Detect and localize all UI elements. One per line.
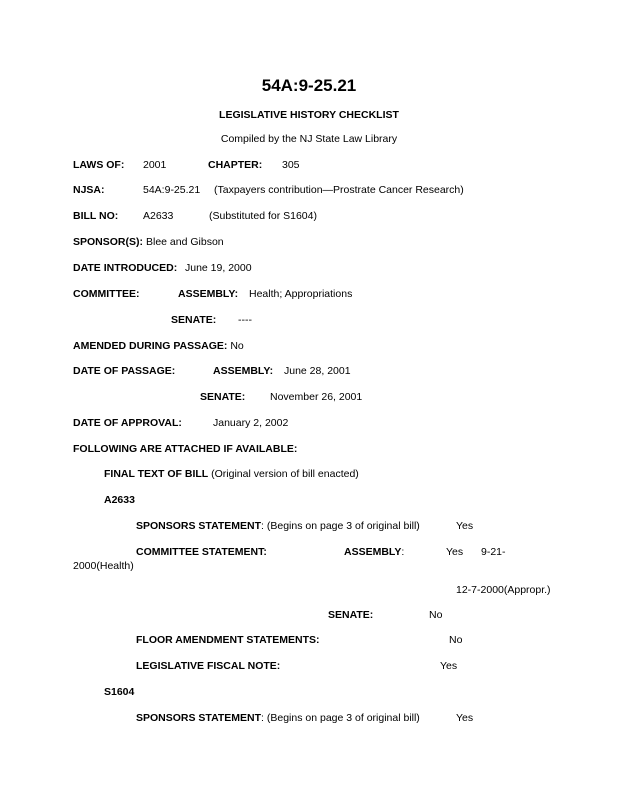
a2633-committee-label: COMMITTEE STATEMENT: bbox=[136, 546, 267, 558]
s1604-sponsors-label: SPONSORS STATEMENT bbox=[136, 712, 262, 724]
s1604-sponsors-note: : (Begins on page 3 of original bill) bbox=[261, 712, 420, 724]
a2633-committee-assembly-label: ASSEMBLY bbox=[344, 546, 402, 558]
committee-assembly-label: ASSEMBLY: bbox=[178, 288, 239, 300]
a2633-committee-date-1a: 9-21- bbox=[481, 546, 506, 558]
final-text-row bbox=[104, 469, 359, 480]
a2633-heading: A2633 bbox=[104, 494, 135, 506]
njsa-description: (Taxpayers contribution—Prostrate Cancer Research) bbox=[214, 184, 464, 196]
a2633-committee-assembly-value: Yes bbox=[446, 546, 464, 558]
passage-senate-label: SENATE: bbox=[200, 391, 246, 403]
a2633-committee-date-1b: 2000(Health) bbox=[73, 560, 134, 572]
bill-no-value: A2633 bbox=[143, 210, 174, 222]
committee-label: COMMITTEE: bbox=[73, 288, 140, 300]
passage-assembly-value: June 28, 2001 bbox=[284, 365, 351, 377]
bill-substituted: (Substituted for S1604) bbox=[209, 210, 317, 222]
amended-row bbox=[73, 341, 244, 352]
amended-label: AMENDED DURING PASSAGE: bbox=[73, 340, 228, 352]
date-introduced-label: DATE INTRODUCED: bbox=[73, 262, 178, 274]
date-of-passage-label: DATE OF PASSAGE: bbox=[73, 365, 176, 377]
date-of-approval-value: January 2, 2002 bbox=[213, 417, 289, 429]
a2633-fiscal-note-label: LEGISLATIVE FISCAL NOTE: bbox=[136, 660, 281, 672]
chapter-label: CHAPTER: bbox=[208, 159, 263, 171]
date-of-approval-label: DATE OF APPROVAL: bbox=[73, 417, 182, 429]
laws-of-label: LAWS OF: bbox=[73, 159, 125, 171]
sponsors-label: SPONSOR(S): bbox=[73, 236, 144, 248]
a2633-floor-amendment-label: FLOOR AMENDMENT STATEMENTS: bbox=[136, 634, 320, 646]
njsa-value: 54A:9-25.21 bbox=[143, 184, 201, 196]
a2633-committee-assembly-colon: : bbox=[401, 546, 405, 558]
njsa-label: NJSA: bbox=[73, 184, 105, 196]
a2633-sponsors-statement bbox=[136, 521, 420, 532]
committee-senate-label: SENATE: bbox=[171, 314, 217, 326]
document-title: 54A:9-25.21 bbox=[261, 76, 357, 95]
laws-of-year: 2001 bbox=[143, 159, 167, 171]
s1604-sponsors-value: Yes bbox=[456, 712, 474, 724]
compiled-by: Compiled by the NJ State Law Library bbox=[220, 133, 398, 145]
final-text-note: (Original version of bill enacted) bbox=[211, 468, 359, 480]
chapter-value: 305 bbox=[282, 159, 300, 171]
document-subtitle: LEGISLATIVE HISTORY CHECKLIST bbox=[219, 109, 399, 121]
passage-assembly-label: ASSEMBLY: bbox=[213, 365, 274, 377]
a2633-committee-assembly bbox=[344, 547, 404, 558]
a2633-committee-senate-label: SENATE: bbox=[328, 609, 374, 621]
bill-no-label: BILL NO: bbox=[73, 210, 119, 222]
a2633-committee-date-2: 12-7-2000(Appropr.) bbox=[456, 584, 551, 596]
date-introduced-value: June 19, 2000 bbox=[185, 262, 252, 274]
s1604-heading: S1604 bbox=[104, 686, 135, 698]
committee-assembly-value: Health; Appropriations bbox=[249, 288, 353, 300]
attached-heading: FOLLOWING ARE ATTACHED IF AVAILABLE: bbox=[73, 443, 298, 455]
amended-value: No bbox=[230, 340, 244, 352]
a2633-committee-senate-value: No bbox=[429, 609, 443, 621]
a2633-fiscal-note-value: Yes bbox=[440, 660, 458, 672]
passage-senate-value: November 26, 2001 bbox=[270, 391, 363, 403]
a2633-floor-amendment-value: No bbox=[449, 634, 463, 646]
a2633-sponsors-value: Yes bbox=[456, 520, 474, 532]
s1604-sponsors-statement bbox=[136, 713, 420, 724]
a2633-sponsors-label: SPONSORS STATEMENT bbox=[136, 520, 262, 532]
sponsors-value: Blee and Gibson bbox=[146, 236, 224, 248]
committee-senate-value: ---- bbox=[238, 314, 252, 326]
a2633-sponsors-note: : (Begins on page 3 of original bill) bbox=[261, 520, 420, 532]
final-text-label: FINAL TEXT OF BILL bbox=[104, 468, 209, 480]
